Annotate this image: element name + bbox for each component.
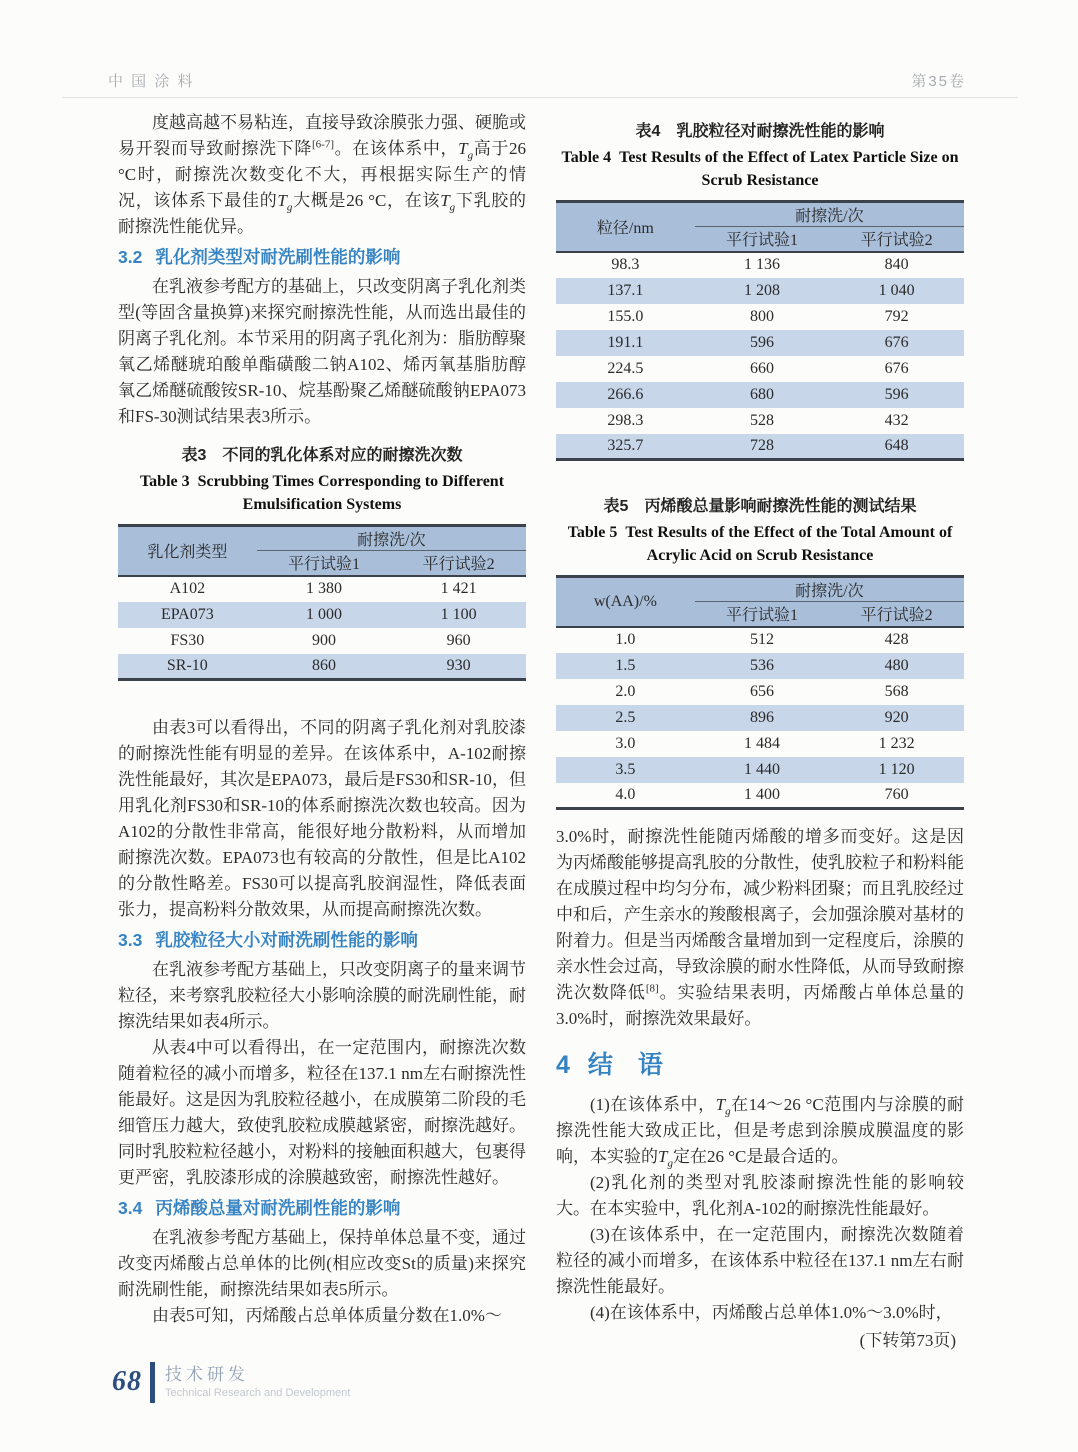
section-heading-3-4 bbox=[118, 1193, 526, 1223]
text-segment: 3.0%时，耐擦洗性能随丙烯酸的增多而变好。这是因为丙烯酸能够提高乳胶的分散性，使乳胶粒子和粉料能在成膜过程中均匀分布，减少粉料团聚；而且乳胶经过中和后，产生亲水的羧酸根离子，会加强涂膜对基材的附着力。但是当丙烯酸含量增加到一定程度后，涂膜的亲水性会过高，导致涂膜的耐水性降低，从而导致耐擦洗次数降低 bbox=[556, 827, 964, 1002]
section-title: 结 语 bbox=[587, 1051, 663, 1079]
text-segment: 大概是26 °C，在该 bbox=[292, 191, 441, 210]
page-columns bbox=[118, 110, 964, 1354]
footer-section-en: Technical Research and Development bbox=[165, 1387, 351, 1399]
paragraph-intro bbox=[118, 110, 526, 240]
footer-section-cn: 技术研发 bbox=[165, 1365, 249, 1384]
text-segment: 度越高越不易粘连，直接导致涂膜张力强、硬脆或易开裂而导致耐擦洗下降 bbox=[118, 113, 526, 158]
table4-block bbox=[556, 120, 964, 461]
page-footer bbox=[112, 1362, 350, 1403]
table-cell: 512 bbox=[750, 631, 775, 648]
table-cell: 2.0 bbox=[615, 682, 636, 700]
table-cell: SR-10 bbox=[118, 654, 257, 680]
section-heading-4 bbox=[556, 1048, 964, 1082]
table-cell: 800 bbox=[750, 307, 775, 325]
text-segment: [8] bbox=[645, 982, 659, 995]
table-cell: 660 bbox=[750, 359, 775, 377]
section-heading-3-2 bbox=[118, 242, 526, 272]
section-title: 乳胶粒径大小对耐洗刷性能的影响 bbox=[155, 930, 418, 950]
table-cell: 900 bbox=[312, 631, 337, 649]
table-cell: 3.0 bbox=[615, 734, 636, 752]
table-cell: 596 bbox=[829, 382, 964, 408]
table-cell: 1 000 bbox=[257, 602, 392, 628]
table-cell: 325.7 bbox=[556, 434, 695, 460]
table5-block bbox=[556, 495, 964, 810]
section-number: 3.4 bbox=[118, 1198, 143, 1218]
table-cell: 648 bbox=[829, 434, 964, 460]
table5-col1-header: w(AA)/% bbox=[556, 577, 695, 627]
table-cell: 528 bbox=[750, 411, 775, 429]
table5-caption-en: Table 5 Test Results of the Effect of the Total Amount of Acrylic Acid on Scrub Resistance bbox=[567, 524, 953, 564]
table-cell: EPA073 bbox=[118, 602, 257, 628]
text-segment: [6-7] bbox=[312, 138, 335, 151]
section-heading-3-3 bbox=[118, 925, 526, 955]
table-header-row bbox=[556, 577, 964, 602]
table-cell: 676 bbox=[884, 359, 909, 377]
table4-span-header: 耐擦洗/次 bbox=[695, 202, 964, 227]
table-row bbox=[118, 654, 526, 680]
paragraph-3-3-a: 在乳液参考配方基础上，只改变阴离子的量来调节粒径，来考察乳胶粒径大小影响涂膜的耐洗刷性能，耐擦洗结果如表4所示。 bbox=[118, 960, 526, 1031]
table3 bbox=[118, 524, 526, 681]
text-segment: 。实验结果表明，丙烯酸占单体总量的3.0%时，耐擦洗效果最好。 bbox=[556, 983, 964, 1028]
section-number: 3.3 bbox=[118, 930, 143, 950]
table-cell: 191.1 bbox=[556, 330, 695, 356]
table5-body bbox=[556, 627, 964, 809]
table5 bbox=[556, 575, 964, 810]
paragraph-3-4-b: 由表5可知，丙烯酸占总单体质量分数在1.0%～ bbox=[152, 1306, 502, 1325]
table-row bbox=[556, 382, 964, 408]
table-row bbox=[556, 705, 964, 731]
table-cell: 728 bbox=[695, 434, 830, 460]
paragraph-3-3-b: 从表4中可以看得出，在一定范围内，耐擦洗次数随着粒径的减小而增多，粒径在137.1 nm左右耐擦洗性能最好。这是因为乳胶粒径越小，在成膜第二阶段的毛细管压力越大，致使乳胶粒成膜越紧密，耐擦洗越好。同时乳胶粒粒径越小，对粉料的接触面积越大，包裹得更严密，乳胶漆形成的涂膜越致密，耐擦洗性越好。 bbox=[118, 1038, 526, 1187]
page-number: 68 bbox=[112, 1366, 142, 1397]
table-row bbox=[556, 783, 964, 809]
text-segment: T bbox=[715, 1095, 726, 1114]
table3-subheader-2: 平行试验2 bbox=[391, 551, 526, 576]
journal-title: 中 国 涂 料 bbox=[108, 73, 195, 90]
table-cell: 480 bbox=[829, 653, 964, 679]
section-title: 丙烯酸总量对耐洗刷性能的影响 bbox=[155, 1198, 401, 1218]
table5-subheader-2: 平行试验2 bbox=[829, 602, 964, 627]
table-row bbox=[556, 252, 964, 278]
table-row bbox=[556, 653, 964, 679]
table-cell: 1 380 bbox=[306, 580, 343, 597]
footer-accent-bar bbox=[150, 1362, 155, 1403]
table4-body bbox=[556, 252, 964, 460]
conclusion-item-4: (4)在该体系中，丙烯酸占总单体1.0%～3.0%时， bbox=[590, 1303, 953, 1322]
right-column bbox=[556, 110, 964, 1354]
table-cell: 760 bbox=[884, 785, 909, 803]
table-row bbox=[556, 330, 964, 356]
table-cell: 224.5 bbox=[607, 359, 644, 377]
table-cell: 1 208 bbox=[695, 278, 830, 304]
table3-body bbox=[118, 576, 526, 680]
table-row bbox=[556, 278, 964, 304]
table-cell: FS30 bbox=[170, 631, 205, 649]
text-segment: (1)在该体系中， bbox=[590, 1095, 716, 1114]
table-cell: 1 440 bbox=[695, 757, 830, 783]
conclusion-item-3: (3)在该体系中，在一定范围内，耐擦洗次数随着粒径的减小而增多，在该体系中粒径在137.1 nm左右耐擦洗性能最好。 bbox=[556, 1225, 964, 1296]
text-segment: 下乳胶的耐擦洗性能优异。 bbox=[118, 191, 527, 236]
table3-block bbox=[118, 444, 526, 681]
table-cell: 2.5 bbox=[556, 705, 695, 731]
table-cell: 266.6 bbox=[556, 382, 695, 408]
table-row bbox=[556, 679, 964, 705]
table-cell: 896 bbox=[695, 705, 830, 731]
table-header-row bbox=[118, 526, 526, 551]
table3-subheader-1: 平行试验1 bbox=[257, 551, 392, 576]
table-cell: 1 421 bbox=[440, 580, 477, 597]
paragraph-3-2: 在乳液参考配方的基础上，只改变阴离子乳化剂类型(等固含量换算)来探究耐擦洗性能，从而选出最佳的阴离子乳化剂。本节采用的阴离子乳化剂为：脂肪醇聚氧乙烯醚琥珀酸单酯磺酸二钠A102、烯丙氧基脂肪醇氧乙烯醚硫酸铵SR-10、烷基酚聚乙烯醚硫酸钠EPA073和FS-30测试结果表3所示。 bbox=[118, 277, 526, 426]
text-segment: g bbox=[725, 1105, 731, 1118]
table3-span-header: 耐擦洗/次 bbox=[257, 526, 526, 551]
table-cell: 3.5 bbox=[556, 757, 695, 783]
table-cell: 792 bbox=[884, 307, 909, 325]
text-segment: T bbox=[458, 139, 468, 158]
table-row bbox=[556, 356, 964, 382]
header-divider bbox=[62, 97, 1018, 98]
conclusion-item-1 bbox=[556, 1092, 964, 1170]
table-cell: 1.5 bbox=[556, 653, 695, 679]
table4 bbox=[556, 200, 964, 461]
running-head bbox=[108, 70, 966, 91]
section-title: 乳化剂类型对耐洗刷性能的影响 bbox=[155, 247, 401, 267]
table-cell: 656 bbox=[750, 682, 775, 700]
table-cell: 1 136 bbox=[744, 256, 781, 273]
paragraph-after-table3: 由表3可以看得出，不同的阴离子乳化剂对乳胶漆的耐擦洗性能有明显的差异。在该体系中，A-102耐擦洗性能最好，其次是EPA073，最后是FS30和SR-10，但用乳化剂FS30和SR-10的体系耐擦洗次数也较高。因为A102的分散性非常高，能很好地分散粉料，从而增加耐擦洗次数。EPA073也有较高的分散性，但是比A102的分散性略差。FS30可以提高乳胶润湿性，降低表面张力，提高粉料分散效果，从而提高耐擦洗次数。 bbox=[118, 718, 526, 919]
section-number: 4 bbox=[556, 1051, 570, 1079]
table3-caption-cn: 表3 不同的乳化体系对应的耐擦洗次数 bbox=[181, 447, 463, 464]
text-segment: 定在26 °C是最合适的。 bbox=[672, 1147, 849, 1166]
table5-caption-cn: 表5 丙烯酸总量影响耐擦洗性能的测试结果 bbox=[603, 498, 917, 515]
table5-span-header: 耐擦洗/次 bbox=[695, 577, 964, 602]
table-cell: 840 bbox=[884, 256, 909, 273]
table-cell: 860 bbox=[257, 654, 392, 680]
table-cell: 4.0 bbox=[615, 785, 636, 803]
text-segment: T bbox=[277, 191, 287, 210]
table-cell: 930 bbox=[391, 654, 526, 680]
table-cell: 1 100 bbox=[391, 602, 526, 628]
conclusion-item-2: (2)乳化剂的类型对乳胶漆耐擦洗性能的影响较大。在本实验中，乳化剂A-102的耐擦洗性能最好。 bbox=[556, 1173, 964, 1218]
table4-subheader-1: 平行试验1 bbox=[695, 227, 830, 252]
table4-caption-cn: 表4 乳胶粒径对耐擦洗性能的影响 bbox=[635, 123, 885, 140]
table4-col1-header: 粒径/nm bbox=[556, 202, 695, 252]
table3-caption-en: Table 3 Scrubbing Times Corresponding to Different Emulsification Systems bbox=[139, 473, 505, 513]
table-row bbox=[556, 304, 964, 330]
table-row bbox=[118, 576, 526, 602]
section-number: 3.2 bbox=[118, 247, 143, 267]
table4-subheader-2: 平行试验2 bbox=[829, 227, 964, 252]
footer-section-labels bbox=[165, 1362, 350, 1401]
table-row bbox=[556, 757, 964, 783]
text-segment: T bbox=[658, 1147, 668, 1166]
paragraph-3-4-a: 在乳液参考配方基础上，保持单体总量不变，通过改变丙烯酸占总单体的比例(相应改变St的质量)来探究耐洗刷性能，耐擦洗结果如表5所示。 bbox=[118, 1228, 526, 1299]
table-row bbox=[118, 628, 526, 654]
paragraph-after-table5 bbox=[556, 824, 964, 1032]
text-segment: g bbox=[467, 149, 474, 162]
table-cell: 155.0 bbox=[607, 307, 644, 325]
table5-subheader-1: 平行试验1 bbox=[695, 602, 830, 627]
table-cell: 1 040 bbox=[829, 278, 964, 304]
table-cell: 596 bbox=[695, 330, 830, 356]
table-cell: 568 bbox=[884, 682, 909, 700]
table-row bbox=[556, 434, 964, 460]
table4-caption-en: Table 4 Test Results of the Effect of Latex Particle Size on Scrub Resistance bbox=[561, 149, 959, 189]
table-cell: 428 bbox=[884, 631, 909, 648]
table-cell: 137.1 bbox=[556, 278, 695, 304]
continued-on-page-note: (下转第73页) bbox=[859, 1331, 956, 1350]
text-segment: g bbox=[286, 201, 293, 214]
table-cell: 432 bbox=[884, 411, 909, 429]
table-cell: 676 bbox=[829, 330, 964, 356]
table-cell: 298.3 bbox=[607, 411, 644, 429]
text-segment: 。在该体系中， bbox=[334, 139, 459, 158]
table-header-row bbox=[556, 202, 964, 227]
text-segment: 高于26 °C时，耐擦洗次数变化不大，再根据实际生产的情况，该体系下最佳的 bbox=[118, 139, 527, 210]
table-cell: 1 400 bbox=[744, 785, 781, 803]
table-cell: A102 bbox=[169, 580, 206, 597]
table-row bbox=[556, 408, 964, 434]
table-cell: 1.0 bbox=[615, 631, 636, 648]
table-cell: 920 bbox=[829, 705, 964, 731]
text-segment: g bbox=[667, 1157, 673, 1170]
table-cell: 98.3 bbox=[611, 256, 640, 273]
text-segment: T bbox=[440, 191, 450, 210]
table-row bbox=[556, 627, 964, 653]
table-cell: 1 120 bbox=[829, 757, 964, 783]
text-segment: g bbox=[449, 201, 456, 214]
table-row bbox=[118, 602, 526, 628]
text-segment: 在14～26 °C范围内与涂膜的耐擦洗性能大致成正比，但是考虑到涂膜成膜温度的影响，本实验的 bbox=[556, 1095, 964, 1166]
volume-label: 第35卷 bbox=[911, 73, 966, 90]
table-cell: 680 bbox=[695, 382, 830, 408]
table-cell: 536 bbox=[695, 653, 830, 679]
table3-col1-header: 乳化剂类型 bbox=[118, 526, 257, 576]
table-cell: 1 232 bbox=[878, 734, 915, 752]
left-column bbox=[118, 110, 526, 1354]
table-cell: 960 bbox=[446, 631, 471, 649]
table-cell: 1 484 bbox=[744, 734, 781, 752]
table-row bbox=[556, 731, 964, 757]
